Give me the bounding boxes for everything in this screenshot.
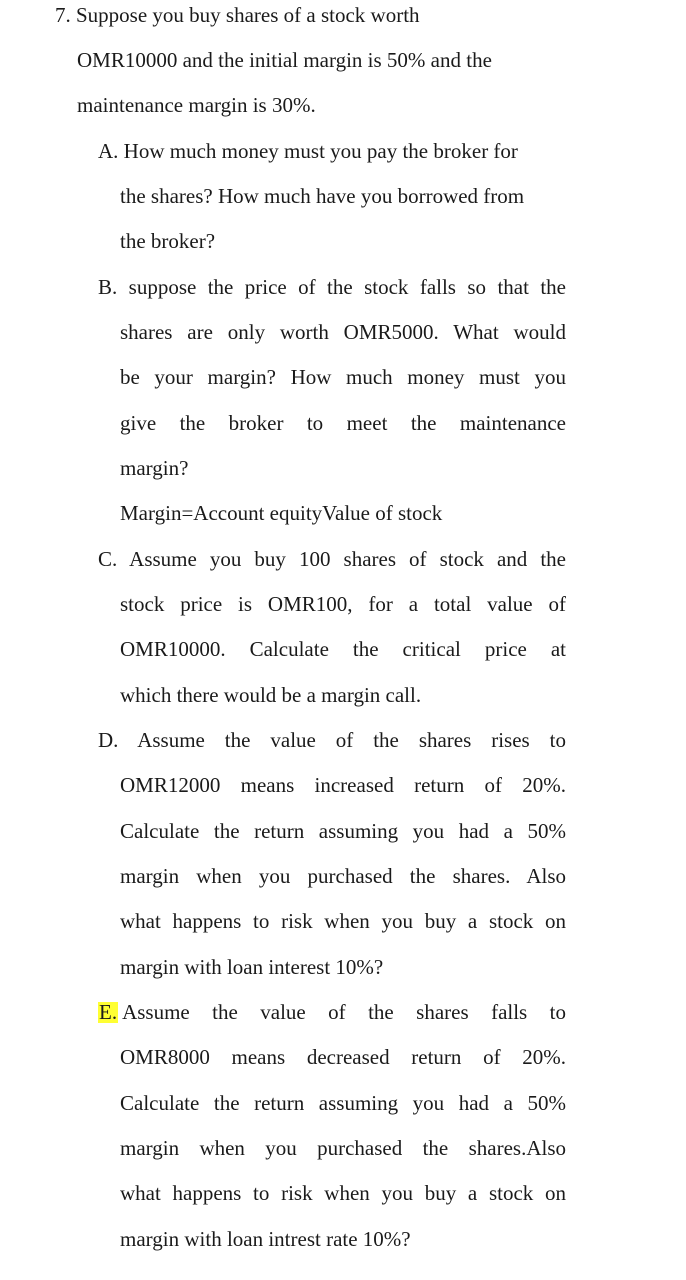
part-a-line: the broker? [120, 229, 216, 253]
part-d-line: D. Assume the value of the shares rises to [98, 728, 566, 752]
part-e-line: what happens to risk when you buy a stock on [120, 1181, 566, 1205]
part-e-line: Assume the value of the shares falls to [122, 1000, 566, 1024]
part-b-line: shares are only worth OMR5000. What would [120, 320, 566, 344]
part-a-line: A. How much money must you pay the broker for [98, 139, 518, 163]
question-line: 7. Suppose you buy shares of a stock worth [55, 3, 420, 27]
highlighted-label: E. [99, 1000, 118, 1024]
part-d-line: margin with loan interest 10%? [120, 955, 384, 979]
part-d-line: margin when you purchased the shares. Also [120, 864, 566, 888]
part-e-first-line [98, 1002, 566, 1026]
part-d-line: Calculate the return assuming you had a 50% [120, 819, 566, 843]
part-d-line: OMR12000 means increased return of 20%. [120, 773, 566, 797]
question-line: OMR10000 and the initial margin is 50% and the [77, 48, 492, 72]
part-e-line: OMR8000 means decreased return of 20%. [120, 1045, 566, 1069]
part-a-line: the shares? How much have you borrowed from [120, 184, 525, 208]
part-c-line: stock price is OMR100, for a total value of [120, 592, 566, 616]
part-c-line: OMR10000. Calculate the critical price at [120, 637, 566, 661]
question-line: maintenance margin is 30%. [77, 93, 316, 117]
part-b-line: B. suppose the price of the stock falls so that the [98, 275, 566, 299]
margin-formula: Margin=Account equityValue of stock [120, 501, 443, 525]
part-c-line: C. Assume you buy 100 shares of stock and the [98, 547, 566, 571]
part-c-line: which there would be a margin call. [120, 683, 422, 707]
part-e-line: margin with loan intrest rate 10%? [120, 1227, 411, 1251]
part-b-line: give the broker to meet the maintenance [120, 411, 566, 435]
part-b-line: be your margin? How much money must you [120, 365, 566, 389]
part-b-line: margin? [120, 456, 189, 480]
part-e-line: Calculate the return assuming you had a 50% [120, 1091, 566, 1115]
part-d-line: what happens to risk when you buy a stock on [120, 909, 566, 933]
part-e-line: margin when you purchased the shares.Also [120, 1136, 566, 1160]
